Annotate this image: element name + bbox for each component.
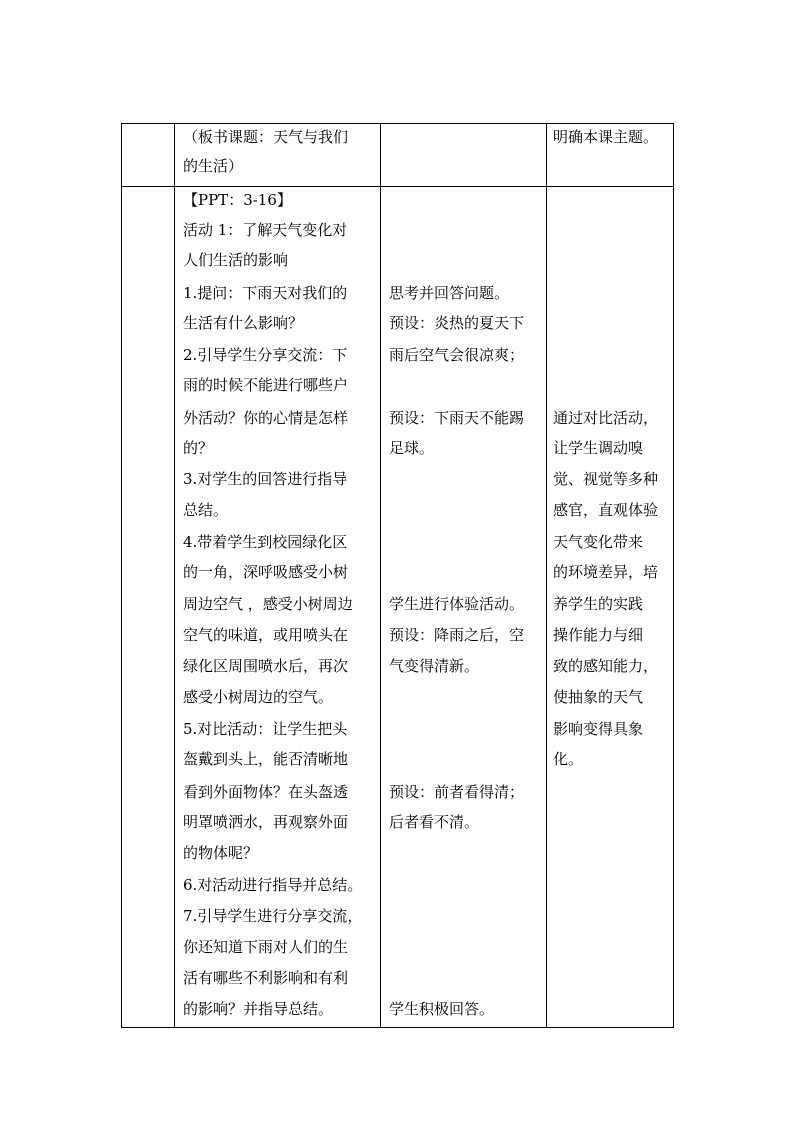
text-line: 外活动？你的心情是怎样 [183,409,349,427]
text-line: 的环境差异，培 [553,563,659,581]
text-line: 致的感知能力， [553,657,659,675]
text-line: 通过对比活动， [553,409,659,427]
text-line: 的？ [183,439,214,457]
text-line: 活动 1：了解天气变化对 [183,221,348,239]
text-line: 后者看不清。 [389,813,480,831]
text-line: 5.对比活动：让学生把头 [183,720,348,738]
text-line: 感官，直观体验 [553,501,659,519]
text-line: 7.引导学生进行分享交流， [183,907,363,925]
text-line: 雨的时候不能进行哪些户 [183,376,349,394]
text-line: 学生积极回答。 [389,1000,495,1018]
text-line: 足球。 [389,439,435,457]
text-line: 2.引导学生分享交流：下 [183,346,348,364]
text-line: 总结。 [183,501,229,519]
row1-teacher-activity-cell [175,124,381,187]
text-line: 空气的味道，或用喷头在 [183,626,349,644]
row1-student-activity-cell [381,124,547,187]
row2-design-intent-cell [547,187,674,1028]
text-line: 操作能力与细 [553,626,644,644]
text-line: 明罩喷洒水，再观察外面 [183,813,349,831]
text-line: 预设：前者看得清； [389,783,525,801]
text-line: 天气变化带来 [553,533,644,551]
text-line: 看到外面物体？在头盔透 [183,783,349,801]
text-line: 气变得清新。 [389,657,480,675]
text-line: 6.对活动进行指导并总结。 [183,876,363,894]
text-line: 的一角，深呼吸感受小树 [183,563,349,581]
row2-index-cell [122,187,175,1028]
text-line: 人们生活的影响 [183,251,289,269]
text-line: 感受小树周边的空气。 [183,688,334,706]
table-row [122,187,674,1028]
text-line: 的物体呢？ [183,844,259,862]
row2-student-activity-cell [381,187,547,1028]
text-line: 觉、视觉等多种 [553,470,659,488]
text-line: 明确本课主题。 [553,128,659,146]
text-line: 让学生调动嗅 [553,439,644,457]
text-line: 1.提问：下雨天对我们的 [183,284,348,302]
text-line: 你还知道下雨对人们的生 [183,938,349,956]
text-line: 学生进行体验活动。 [389,595,525,613]
text-line: 生活有什么影响？ [183,314,304,332]
row1-index-cell [122,124,175,187]
text-line: 养学生的实践 [553,595,644,613]
text-line: 活有哪些不利影响和有利 [183,969,349,987]
text-line: （板书课题：天气与我们 [183,128,349,146]
text-line: 【PPT：3-16】 [183,191,292,209]
text-line: 思考并回答问题。 [389,284,510,302]
text-line: 使抽象的天气 [553,688,644,706]
text-line: 的影响？并指导总结。 [183,1000,334,1018]
row1-design-intent-cell [547,124,674,187]
text-line: 周边空气 ，感受小树周边 [183,595,353,613]
text-line: 盔戴到头上，能否清晰地 [183,750,349,768]
text-line: 预设：炎热的夏天下 [389,314,525,332]
text-line: 4.带着学生到校园绿化区 [183,533,348,551]
text-line: 化。 [553,750,584,768]
lesson-plan-table [121,123,674,1028]
text-line: 预设：下雨天不能踢 [389,409,525,427]
text-line: 预设：降雨之后，空 [389,626,525,644]
text-line: 绿化区周围喷水后，再次 [183,657,349,675]
table-row [122,124,674,187]
text-line: 的生活） [183,157,244,175]
text-line: 雨后空气会很凉爽； [389,346,525,364]
text-line: 影响变得具象 [553,720,644,738]
text-line: 3.对学生的回答进行指导 [183,470,348,488]
row2-teacher-activity-cell [175,187,381,1028]
